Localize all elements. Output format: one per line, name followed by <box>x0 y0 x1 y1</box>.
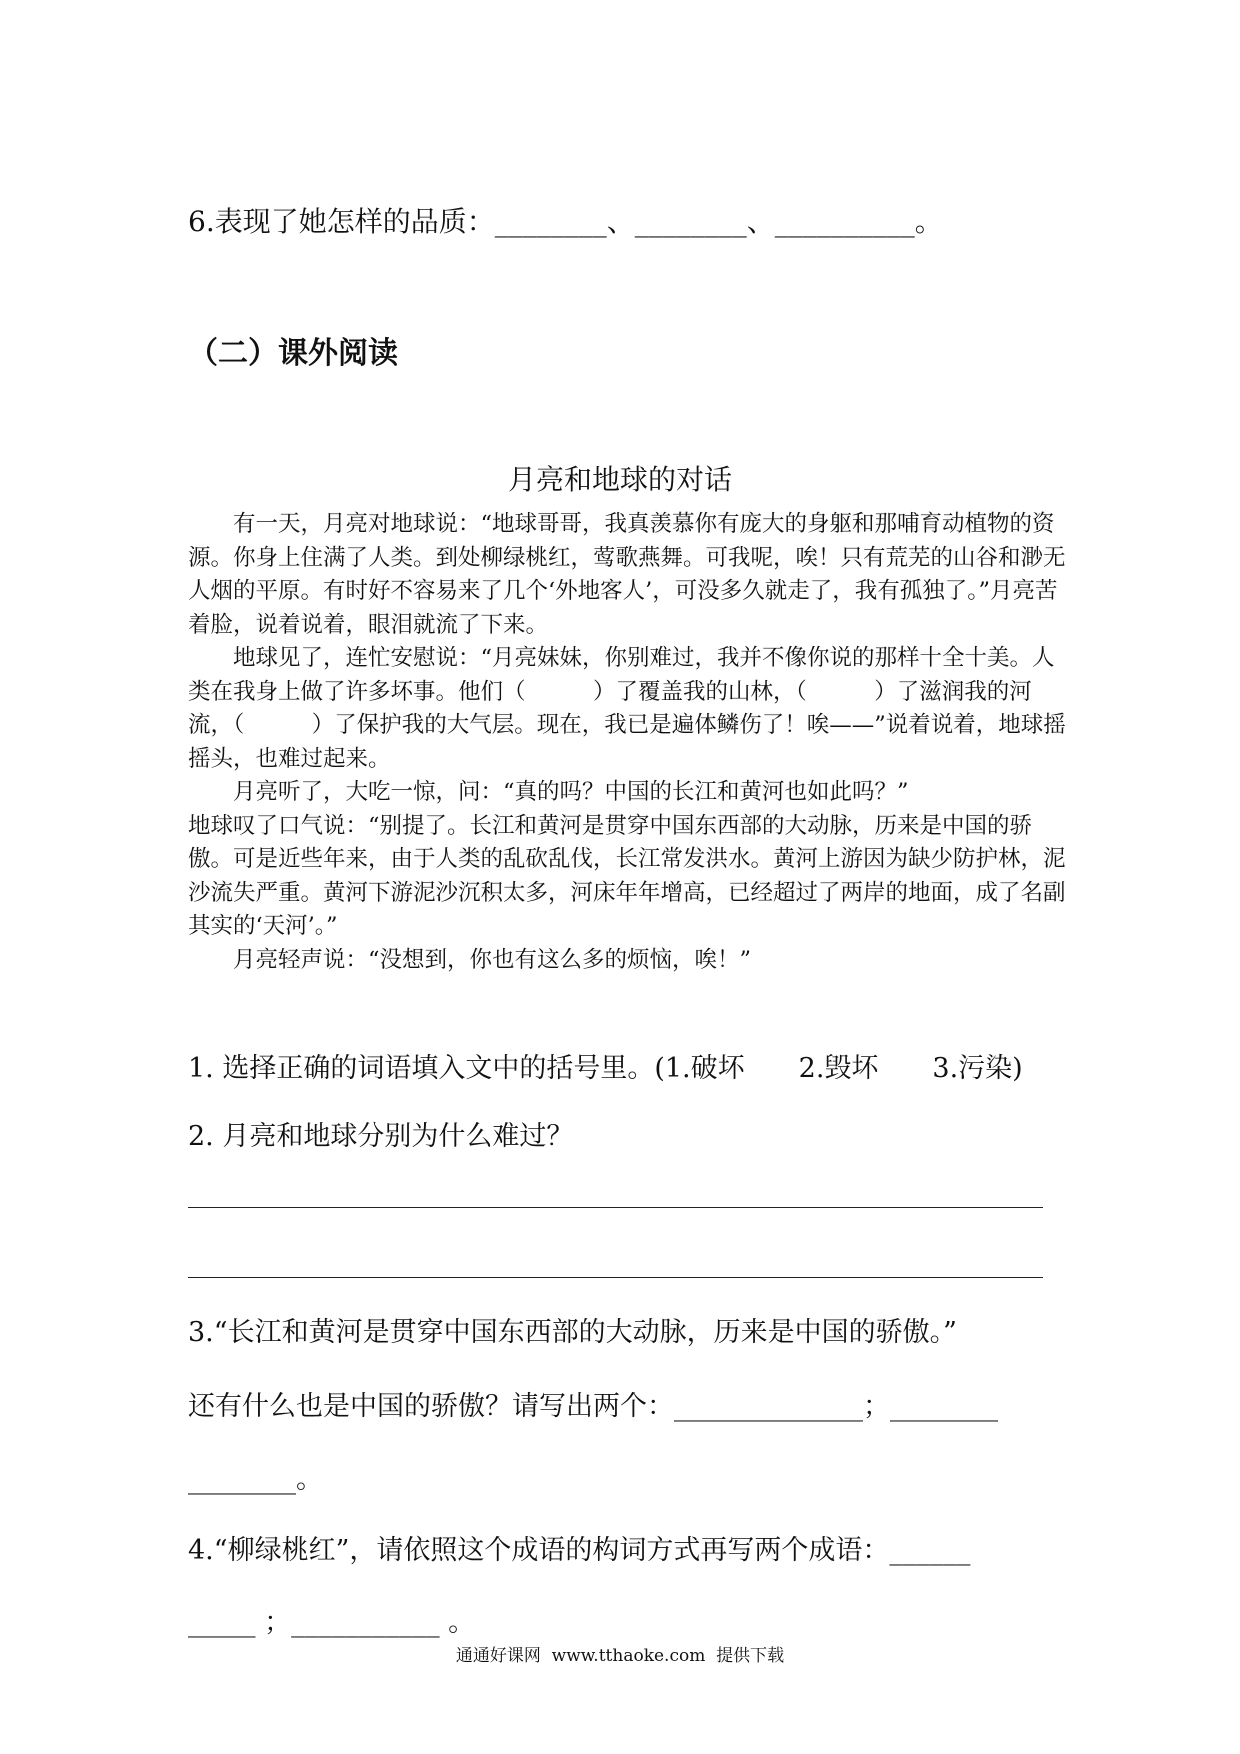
question-4-line-1: 4.“柳绿桃红”，请依照这个成语的构词方式再写两个成语：______ <box>188 1535 971 1566</box>
answer-line <box>188 1277 1043 1278</box>
question-3-line-3: ________。 <box>188 1464 323 1495</box>
question-6-text: 6.表现了她怎样的品质：________、________、__________。 <box>188 205 943 238</box>
question-1: 1. 选择正确的词语填入文中的括号里。(1.破坏 2.毁坏 3.污染) <box>188 1053 1023 1084</box>
question-3-line-2: 还有什么也是中国的骄傲？请写出两个：______________；________ <box>188 1391 998 1422</box>
question-4-line-2: _____ ；___________ 。 <box>188 1607 476 1638</box>
passage-paragraph: 地球见了，连忙安慰说：“月亮妹妹，你别难过，我并不像你说的那样十全十美。人类在我身上做了许多坏事。他们（ ）了覆盖我的山林，（ ）了滋润我的河流，（ ）了保护我的大气层。现在，我已是遍体鳞伤了！唉——”说着说着，地球摇摇头，也难过起来。 <box>188 645 1066 772</box>
passage-paragraph: 月亮听了，大吃一惊，问：“真的吗？中国的长江和黄河也如此吗？” <box>233 779 909 805</box>
passage-paragraph: 有一天，月亮对地球说：“地球哥哥，我真羡慕你有庞大的身躯和那哺育动植物的资源。你身上住满了人类。到处柳绿桃红，莺歌燕舞。可我呢，唉！只有荒芜的山谷和渺无人烟的平原。有时好不容易来了几个‘外地客人’，可没多久就走了，我有孤独了。”月亮苦着脸，说着说着，眼泪就流了下来。 <box>188 511 1066 638</box>
question-3-line-1: 3.“长江和黄河是贯穿中国东西部的大动脉，历来是中国的骄傲。” <box>188 1317 957 1348</box>
answer-line <box>188 1207 1043 1208</box>
reading-passage <box>188 508 1068 977</box>
section-heading: （二）课外阅读 <box>188 336 398 371</box>
passage-paragraph: 地球叹了口气说：“别提了。长江和黄河是贯穿中国东西部的大动脉，历来是中国的骄傲。可是近些年来，由于人类的乱砍乱伐，长江常发洪水。黄河上游因为缺少防护林，泥沙流失严重。黄河下游泥沙沉积太多，河床年年增高，已经超过了两岸的地面，成了名副其实的‘天河’。” <box>188 812 1066 939</box>
passage-paragraph: 月亮轻声说：“没想到，你也有这么多的烦恼，唉！” <box>233 946 752 973</box>
question-2: 2. 月亮和地球分别为什么难过？ <box>188 1121 574 1152</box>
page-footer: 通通好课网 www.tthaoke.com 提供下载 <box>455 1646 785 1666</box>
passage-title: 月亮和地球的对话 <box>507 463 732 496</box>
